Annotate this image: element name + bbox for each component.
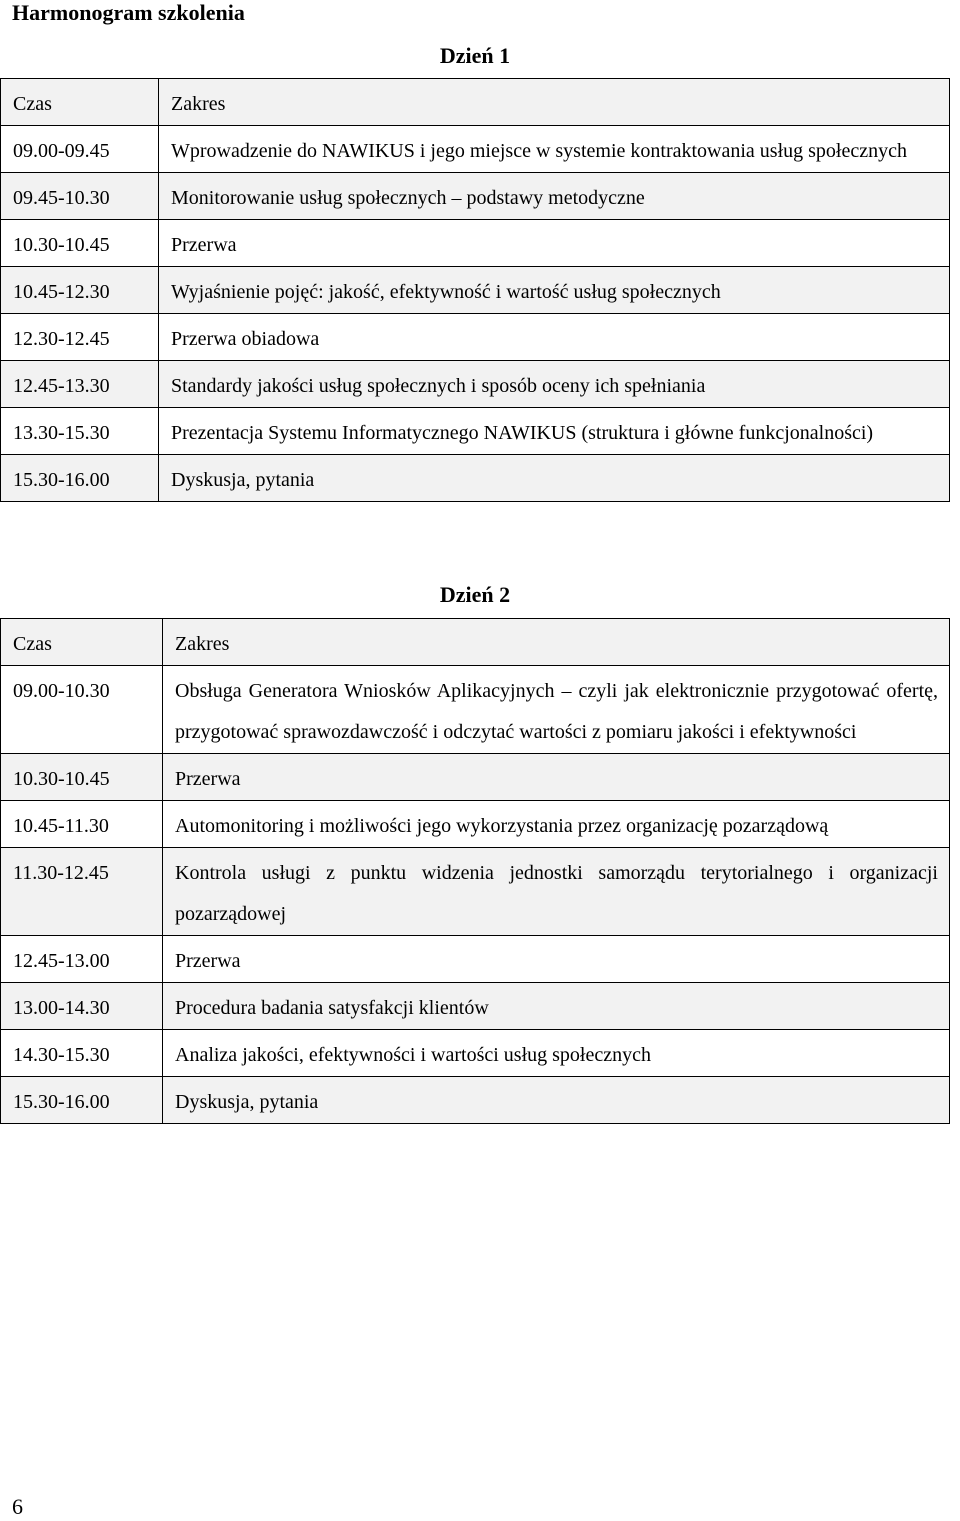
row-topic: Kontrola usługi z punktu widzenia jednostki samorządu terytorialnego i organizacji pozarządowej: [163, 848, 950, 936]
row-time: 12.30-12.45: [1, 314, 159, 361]
row-topic: Analiza jakości, efektywności i wartości usług społecznych: [163, 1030, 950, 1077]
row-topic: Monitorowanie usług społecznych – podstawy metodyczne: [159, 173, 950, 220]
table-row: [1, 314, 950, 361]
header-topic: Zakres: [159, 79, 950, 126]
row-time: 13.30-15.30: [1, 408, 159, 455]
table-row: [1, 220, 950, 267]
row-time: 09.00-10.30: [1, 666, 163, 754]
row-topic: Przerwa obiadowa: [159, 314, 950, 361]
table-row: [1, 754, 950, 801]
row-time: 10.45-12.30: [1, 267, 159, 314]
row-time: 15.30-16.00: [1, 1077, 163, 1124]
row-topic: Obsługa Generatora Wniosków Aplikacyjnych – czyli jak elektronicznie przygotować ofertę, przygotować sprawozdawczość i odczytać wartości z pomiaru jakości i efektywności: [163, 666, 950, 754]
table-row: [1, 126, 950, 173]
table-header-row: [1, 619, 950, 666]
row-time: 12.45-13.00: [1, 936, 163, 983]
header-time: Czas: [1, 79, 159, 126]
table-row: [1, 173, 950, 220]
document-title: Harmonogram szkolenia: [12, 0, 245, 25]
schedule-table-day2: [0, 618, 950, 1124]
table-row: [1, 983, 950, 1030]
row-time: 09.00-09.45: [1, 126, 159, 173]
row-time: 10.30-10.45: [1, 220, 159, 267]
row-topic: Przerwa: [163, 936, 950, 983]
day2-heading: Dzień 2: [439, 582, 511, 607]
row-topic: Dyskusja, pytania: [163, 1077, 950, 1124]
row-time: 14.30-15.30: [1, 1030, 163, 1077]
table-row: [1, 936, 950, 983]
row-time: 13.00-14.30: [1, 983, 163, 1030]
table-row: [1, 848, 950, 936]
table-row: [1, 408, 950, 455]
row-topic: Prezentacja Systemu Informatycznego NAWIKUS (struktura i główne funkcjonalności): [159, 408, 950, 455]
row-time: 10.30-10.45: [1, 754, 163, 801]
header-topic: Zakres: [163, 619, 950, 666]
row-topic: Procedura badania satysfakcji klientów: [163, 983, 950, 1030]
row-time: 10.45-11.30: [1, 801, 163, 848]
table-row: [1, 455, 950, 502]
row-topic: Wyjaśnienie pojęć: jakość, efektywność i wartość usług społecznych: [159, 267, 950, 314]
row-topic: Przerwa: [159, 220, 950, 267]
row-topic: Automonitoring i możliwości jego wykorzystania przez organizację pozarządową: [163, 801, 950, 848]
row-time: 15.30-16.00: [1, 455, 159, 502]
row-topic: Dyskusja, pytania: [159, 455, 950, 502]
table-row: [1, 267, 950, 314]
row-time: 12.45-13.30: [1, 361, 159, 408]
row-topic: Wprowadzenie do NAWIKUS i jego miejsce w systemie kontraktowania usług społecznych: [159, 126, 950, 173]
row-topic: Przerwa: [163, 754, 950, 801]
table-row: [1, 361, 950, 408]
table-header-row: [1, 79, 950, 126]
day1-heading: Dzień 1: [439, 43, 511, 68]
row-time: 09.45-10.30: [1, 173, 159, 220]
page-number: 6: [12, 1494, 23, 1519]
table-row: [1, 1030, 950, 1077]
header-time: Czas: [1, 619, 163, 666]
table-row: [1, 801, 950, 848]
row-time: 11.30-12.45: [1, 848, 163, 936]
table-row: [1, 1077, 950, 1124]
schedule-table-day1: [0, 78, 950, 502]
row-topic: Standardy jakości usług społecznych i sposób oceny ich spełniania: [159, 361, 950, 408]
table-row: [1, 666, 950, 754]
